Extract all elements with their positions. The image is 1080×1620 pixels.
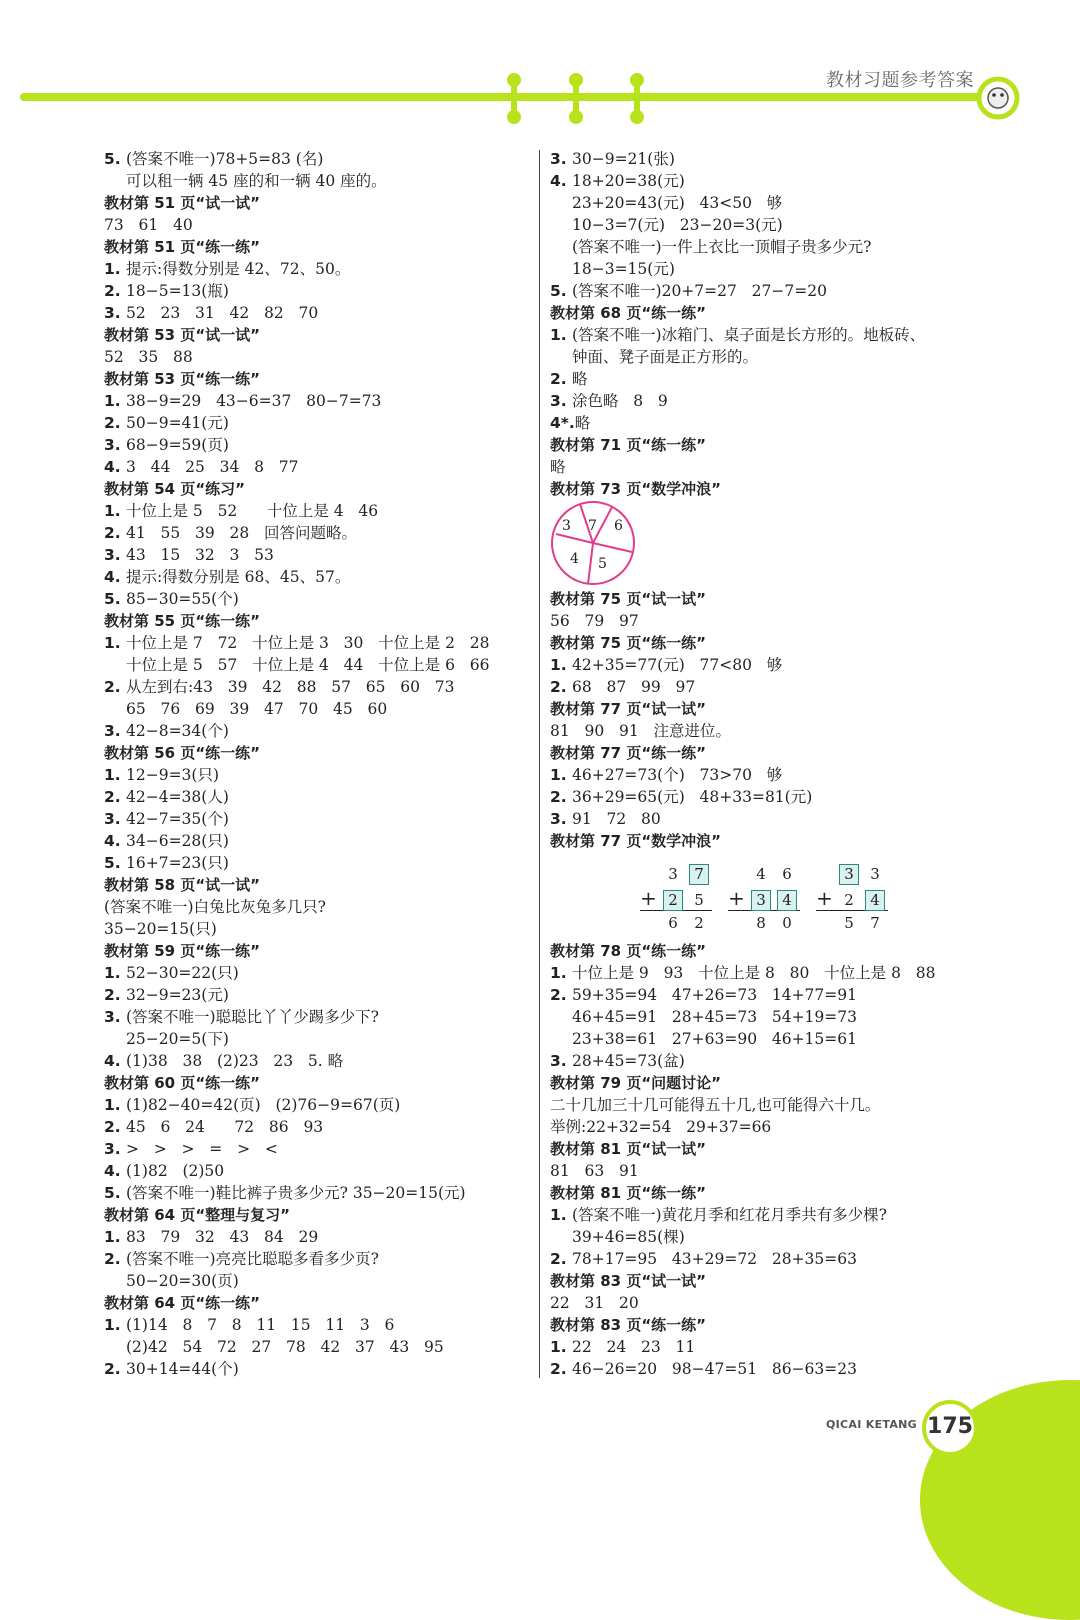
section-heading: 教材第 83 页“试一试” <box>550 1272 707 1290</box>
item-text: 68 87 99 97 <box>572 678 696 696</box>
answer-item <box>104 1138 532 1160</box>
answer-continuation: 23+38=61 27+63=90 46+15=61 <box>572 1030 857 1048</box>
item-text: (答案不唯一)黄花月季和红花月季共有多少棵? <box>572 1206 887 1224</box>
answer-continuation: 十位上是 5 57 十位上是 4 44 十位上是 6 66 <box>126 656 490 674</box>
answer-item <box>104 302 532 324</box>
item-number: 4. <box>550 172 567 190</box>
header-title: 教材习题参考答案 <box>826 70 974 91</box>
section-heading: 教材第 64 页“整理与复习” <box>104 1206 291 1224</box>
item-text: 78+17=95 43+29=72 28+35=63 <box>572 1250 857 1268</box>
answer-continuation: (答案不唯一)一件上衣比一顶帽子贵多少元? <box>572 238 872 256</box>
section-heading: 教材第 54 页“练习” <box>104 480 246 498</box>
answer-continuation: 39+46=85(棵) <box>572 1228 685 1246</box>
answer-text: 略 <box>550 458 566 476</box>
sum-digit: 2 <box>844 891 854 909</box>
section-heading: 教材第 81 页“练一练” <box>550 1184 707 1202</box>
answer-text: 81 63 91 <box>550 1162 639 1180</box>
sum-digit: 3 <box>870 865 880 883</box>
section-heading: 教材第 81 页“试一试” <box>550 1140 707 1158</box>
item-number: 1. <box>104 1096 121 1114</box>
item-number: 5. <box>104 150 121 168</box>
item-number: 1. <box>104 260 121 278</box>
answer-item <box>104 456 532 478</box>
answer-continuation: 钟面、凳子面是正方形的。 <box>572 348 759 366</box>
item-text: 68−9=59(页) <box>126 436 229 454</box>
sum-digit: 0 <box>782 914 792 932</box>
item-text: 43 15 32 3 53 <box>126 546 274 564</box>
section-heading: 教材第 73 页“数学冲浪” <box>550 480 722 498</box>
item-text: (答案不唯一)冰箱门、桌子面是长方形的。地板砖、 <box>572 326 926 344</box>
answer-item <box>104 280 532 302</box>
answer-item <box>550 148 990 170</box>
item-text: 22 24 23 11 <box>572 1338 696 1356</box>
item-number: 3. <box>104 304 121 322</box>
circle-number: 3 <box>562 518 571 534</box>
section-heading: 教材第 53 页“练一练” <box>104 370 261 388</box>
item-text: 十位上是 7 72 十位上是 3 30 十位上是 2 28 <box>126 634 490 652</box>
item-number: 1. <box>550 326 567 344</box>
right-block-a <box>550 148 990 500</box>
column-divider <box>539 150 540 1378</box>
answer-item <box>104 1116 532 1138</box>
sum-digit: 3 <box>839 864 859 885</box>
item-number: 5. <box>104 590 121 608</box>
answers-left-column <box>104 148 532 1380</box>
answer-item <box>550 1204 990 1226</box>
sum-digit: 8 <box>756 914 766 932</box>
footer-brand: QICAI KETANG <box>826 1418 917 1431</box>
item-text: 42−8=34(个) <box>126 722 229 740</box>
sum-operator: + <box>816 886 833 910</box>
item-number: 2. <box>104 678 121 696</box>
answer-text: 81 90 91 注意进位。 <box>550 722 732 740</box>
item-number: 3. <box>104 722 121 740</box>
answer-item <box>104 148 532 170</box>
circle-puzzle-figure <box>550 500 990 588</box>
item-text: 46+27=73(个) 73>70 够 <box>572 766 783 784</box>
item-text: (答案不唯一)78+5=83 (名) <box>126 150 324 168</box>
answer-continuation: 65 76 69 39 47 70 45 60 <box>126 700 388 718</box>
answer-text: 56 79 97 <box>550 612 639 630</box>
item-number: 2. <box>104 1360 121 1378</box>
item-text: (答案不唯一)亮亮比聪聪多看多少页? <box>126 1250 379 1268</box>
sum-row <box>640 862 712 886</box>
answer-item <box>104 412 532 434</box>
section-heading: 教材第 59 页“练一练” <box>104 942 261 960</box>
item-text: (1)38 38 (2)23 23 5. 略 <box>126 1052 344 1070</box>
answer-item <box>104 434 532 456</box>
item-number: 2. <box>550 1250 567 1268</box>
item-number: 3. <box>104 436 121 454</box>
section-heading: 教材第 68 页“练一练” <box>550 304 707 322</box>
answers-right-column <box>550 148 990 1380</box>
section-heading: 教材第 77 页“练一练” <box>550 744 707 762</box>
item-number: 4. <box>104 832 121 850</box>
answer-item <box>104 632 532 654</box>
sum-digit: 7 <box>689 864 709 885</box>
answer-continuation: 50−20=30(页) <box>126 1272 239 1290</box>
answer-item <box>550 654 990 676</box>
answer-item <box>550 984 990 1006</box>
answer-item <box>104 1314 532 1336</box>
sum-digit: 7 <box>870 914 880 932</box>
sum-digit: 5 <box>844 914 854 932</box>
sum-row <box>816 886 888 911</box>
answer-text: 52 35 88 <box>104 348 193 366</box>
answer-continuation: 46+45=91 28+45=73 54+19=73 <box>572 1008 857 1026</box>
answer-item <box>104 544 532 566</box>
section-heading: 教材第 78 页“练一练” <box>550 942 707 960</box>
item-number: 1. <box>104 1228 121 1246</box>
answer-item <box>104 258 532 280</box>
item-text: 提示:得数分别是 68、45、57。 <box>126 568 351 586</box>
sum-operator: + <box>640 886 657 910</box>
answer-item <box>104 588 532 610</box>
answer-text: 73 61 40 <box>104 216 193 234</box>
answer-item <box>550 676 990 698</box>
item-text: 45 6 24 72 86 93 <box>126 1118 324 1136</box>
section-heading: 教材第 64 页“练一练” <box>104 1294 261 1312</box>
item-number: 1. <box>104 766 121 784</box>
item-number: 1. <box>550 766 567 784</box>
answer-continuation: 10−3=7(元) 23−20=3(元) <box>572 216 783 234</box>
vertical-sum <box>640 862 712 935</box>
sum-row <box>816 911 888 935</box>
item-number: 2. <box>104 524 121 542</box>
item-text: 提示:得数分别是 42、72、50。 <box>126 260 351 278</box>
item-number: 2. <box>550 788 567 806</box>
item-text: 83 79 32 43 84 29 <box>126 1228 319 1246</box>
item-number: 3. <box>104 546 121 564</box>
item-number: 1. <box>550 1206 567 1224</box>
answer-item <box>550 1336 990 1358</box>
answer-text: 二十几加三十几可能得五十几,也可能得六十几。 <box>550 1096 881 1114</box>
answer-continuation: 可以租一辆 45 座的和一辆 40 座的。 <box>126 172 387 190</box>
item-text: 32−9=23(元) <box>126 986 229 1004</box>
item-number: 2. <box>104 282 121 300</box>
answer-item <box>104 720 532 742</box>
answer-item <box>550 1248 990 1270</box>
sum-row <box>728 886 800 911</box>
answer-item <box>104 1050 532 1072</box>
page-header <box>0 0 1080 140</box>
answer-text: 举例:22+32=54 29+37=66 <box>550 1118 772 1136</box>
page-number: 175 <box>922 1400 978 1456</box>
item-text: 30−9=21(张) <box>572 150 675 168</box>
answer-item <box>104 1358 532 1380</box>
section-heading: 教材第 56 页“练一练” <box>104 744 261 762</box>
section-heading: 教材第 75 页“练一练” <box>550 634 707 652</box>
answer-item <box>550 786 990 808</box>
sum-operator: + <box>728 886 745 910</box>
item-text: 18+20=38(元) <box>572 172 685 190</box>
sum-digit: 6 <box>782 865 792 883</box>
section-heading: 教材第 79 页“问题讨论” <box>550 1074 722 1092</box>
item-number: 3. <box>550 810 567 828</box>
answer-item <box>104 566 532 588</box>
answer-continuation: 23+20=43(元) 43<50 够 <box>572 194 783 212</box>
item-text: 16+7=23(只) <box>126 854 229 872</box>
sum-digit: 4 <box>865 890 885 911</box>
answer-item <box>104 786 532 808</box>
item-number: 3. <box>104 1008 121 1026</box>
item-number: 2. <box>104 788 121 806</box>
sum-digit: 4 <box>756 865 766 883</box>
item-text: 41 55 39 28 回答问题略。 <box>126 524 358 542</box>
answer-item <box>104 522 532 544</box>
item-number: 2. <box>104 414 121 432</box>
answer-item <box>104 676 532 698</box>
item-number: 2. <box>104 986 121 1004</box>
item-number: 1. <box>104 392 121 410</box>
item-text: 30+14=44(个) <box>126 1360 239 1378</box>
item-text: 略 <box>574 414 591 432</box>
answer-item <box>550 808 990 830</box>
item-text: 42−7=35(个) <box>126 810 229 828</box>
sum-digit: 4 <box>777 890 797 911</box>
item-number: 1. <box>104 964 121 982</box>
answer-text: (答案不唯一)白兔比灰兔多几只? <box>104 898 326 916</box>
section-heading: 教材第 55 页“练一练” <box>104 612 261 630</box>
section-heading: 教材第 58 页“试一试” <box>104 876 261 894</box>
item-number: 4. <box>104 1052 121 1070</box>
item-number: 3. <box>104 1140 121 1158</box>
item-text: 85−30=55(个) <box>126 590 239 608</box>
item-number: 4*. <box>550 414 575 432</box>
section-heading: 教材第 60 页“练一练” <box>104 1074 261 1092</box>
item-text: 从左到右:43 39 42 88 57 65 60 73 <box>126 678 455 696</box>
sum-digit: 5 <box>694 891 704 909</box>
answer-item <box>550 170 990 192</box>
answer-item <box>104 852 532 874</box>
circle-puzzle-svg <box>550 500 640 586</box>
answer-continuation: 18−3=15(元) <box>572 260 675 278</box>
answer-item <box>104 1160 532 1182</box>
item-text: 42−4=38(人) <box>126 788 229 806</box>
item-text: (1)82−40=42(页) (2)76−9=67(页) <box>126 1096 401 1114</box>
vertical-sums-figure <box>550 852 990 940</box>
answer-item <box>104 1094 532 1116</box>
answer-text: 22 31 20 <box>550 1294 639 1312</box>
answer-item <box>550 1358 990 1380</box>
item-text: 59+35=94 47+26=73 14+77=91 <box>572 986 857 1004</box>
circle-number: 5 <box>598 556 607 572</box>
answer-item <box>550 368 990 390</box>
answer-item <box>550 324 990 346</box>
sum-digit: 3 <box>751 890 771 911</box>
answer-item <box>104 764 532 786</box>
item-text: 18−5=13(瓶) <box>126 282 229 300</box>
item-number: 4. <box>104 458 121 476</box>
section-heading: 教材第 71 页“练一练” <box>550 436 707 454</box>
answer-continuation: 25−20=5(下) <box>126 1030 229 1048</box>
answer-item <box>104 1006 532 1028</box>
answer-item <box>550 962 990 984</box>
sum-digit: 2 <box>694 914 704 932</box>
item-text: 略 <box>572 370 588 388</box>
item-number: 5. <box>104 854 121 872</box>
vertical-sum <box>728 862 800 935</box>
answer-continuation: (2)42 54 72 27 78 42 37 43 95 <box>126 1338 444 1356</box>
item-number: 1. <box>550 656 567 674</box>
sum-row <box>640 886 712 911</box>
item-text: 46−26=20 98−47=51 86−63=23 <box>572 1360 857 1378</box>
section-heading: 教材第 51 页“练一练” <box>104 238 261 256</box>
sum-row <box>640 911 712 935</box>
item-number: 2. <box>104 1118 121 1136</box>
answer-item <box>104 1226 532 1248</box>
item-text: 十位上是 5 52 十位上是 4 46 <box>126 502 379 520</box>
item-number: 1. <box>104 1316 121 1334</box>
circle-number: 6 <box>614 518 623 534</box>
answer-item <box>104 500 532 522</box>
answer-item <box>550 764 990 786</box>
item-text: 42+35=77(元) 77<80 够 <box>572 656 783 674</box>
item-text: (答案不唯一)鞋比裤子贵多少元? 35−20=15(元) <box>126 1184 466 1202</box>
item-number: 5. <box>104 1184 121 1202</box>
answer-item <box>104 390 532 412</box>
sum-digit: 3 <box>668 865 678 883</box>
circle-number: 4 <box>570 551 579 567</box>
item-number: 3. <box>550 392 567 410</box>
item-number: 1. <box>550 1338 567 1356</box>
item-number: 2. <box>550 678 567 696</box>
item-number: 1. <box>104 502 121 520</box>
sum-row <box>816 862 888 886</box>
section-heading: 教材第 83 页“练一练” <box>550 1316 707 1334</box>
item-number: 4. <box>104 568 121 586</box>
sum-row <box>728 911 800 935</box>
right-block-c <box>550 940 990 1380</box>
item-text: 50−9=41(元) <box>126 414 229 432</box>
answer-item <box>550 412 990 434</box>
item-text: (1)14 8 7 8 11 15 11 3 6 <box>126 1316 395 1334</box>
sum-row <box>728 862 800 886</box>
item-number: 4. <box>104 1162 121 1180</box>
answer-item <box>550 1050 990 1072</box>
item-number: 3. <box>104 810 121 828</box>
item-text: (答案不唯一)聪聪比丫丫少踢多少下? <box>126 1008 379 1026</box>
item-text: 52 23 31 42 82 70 <box>126 304 319 322</box>
item-number: 2. <box>550 1360 567 1378</box>
item-number: 5. <box>550 282 567 300</box>
item-number: 1. <box>550 964 567 982</box>
answer-item <box>104 830 532 852</box>
item-text: 36+29=65(元) 48+33=81(元) <box>572 788 813 806</box>
answer-item <box>550 280 990 302</box>
circle-number: 7 <box>588 518 597 534</box>
answer-item <box>104 1182 532 1204</box>
item-text: 28+45=73(盆) <box>572 1052 685 1070</box>
section-heading: 教材第 77 页“数学冲浪” <box>550 832 722 850</box>
item-text: > > > = > < <box>126 1140 278 1158</box>
section-heading: 教材第 51 页“试一试” <box>104 194 261 212</box>
item-number: 3. <box>550 1052 567 1070</box>
item-number: 3. <box>550 150 567 168</box>
item-text: 12−9=3(只) <box>126 766 220 784</box>
answer-item <box>104 962 532 984</box>
item-text: 91 72 80 <box>572 810 661 828</box>
section-heading: 教材第 75 页“试一试” <box>550 590 707 608</box>
answer-item <box>104 1248 532 1270</box>
item-text: (答案不唯一)20+7=27 27−7=20 <box>572 282 827 300</box>
answer-text: 35−20=15(只) <box>104 920 217 938</box>
section-heading: 教材第 53 页“试一试” <box>104 326 261 344</box>
item-text: 涂色略 8 9 <box>572 392 668 410</box>
right-block-b <box>550 588 990 852</box>
item-text: 52−30=22(只) <box>126 964 239 982</box>
sum-digit: 6 <box>668 914 678 932</box>
item-text: 34−6=28(只) <box>126 832 229 850</box>
section-heading: 教材第 77 页“试一试” <box>550 700 707 718</box>
answer-item <box>104 984 532 1006</box>
item-number: 1. <box>104 634 121 652</box>
answer-item <box>104 808 532 830</box>
item-text: 3 44 25 34 8 77 <box>126 458 299 476</box>
item-text: 十位上是 9 93 十位上是 8 80 十位上是 8 88 <box>572 964 936 982</box>
item-text: 38−9=29 43−6=37 80−7=73 <box>126 392 382 410</box>
vertical-sum <box>816 862 888 935</box>
sum-digit: 2 <box>663 890 683 911</box>
item-number: 2. <box>104 1250 121 1268</box>
item-number: 2. <box>550 370 567 388</box>
answer-item <box>550 390 990 412</box>
item-number: 2. <box>550 986 567 1004</box>
item-text: (1)82 (2)50 <box>126 1162 225 1180</box>
